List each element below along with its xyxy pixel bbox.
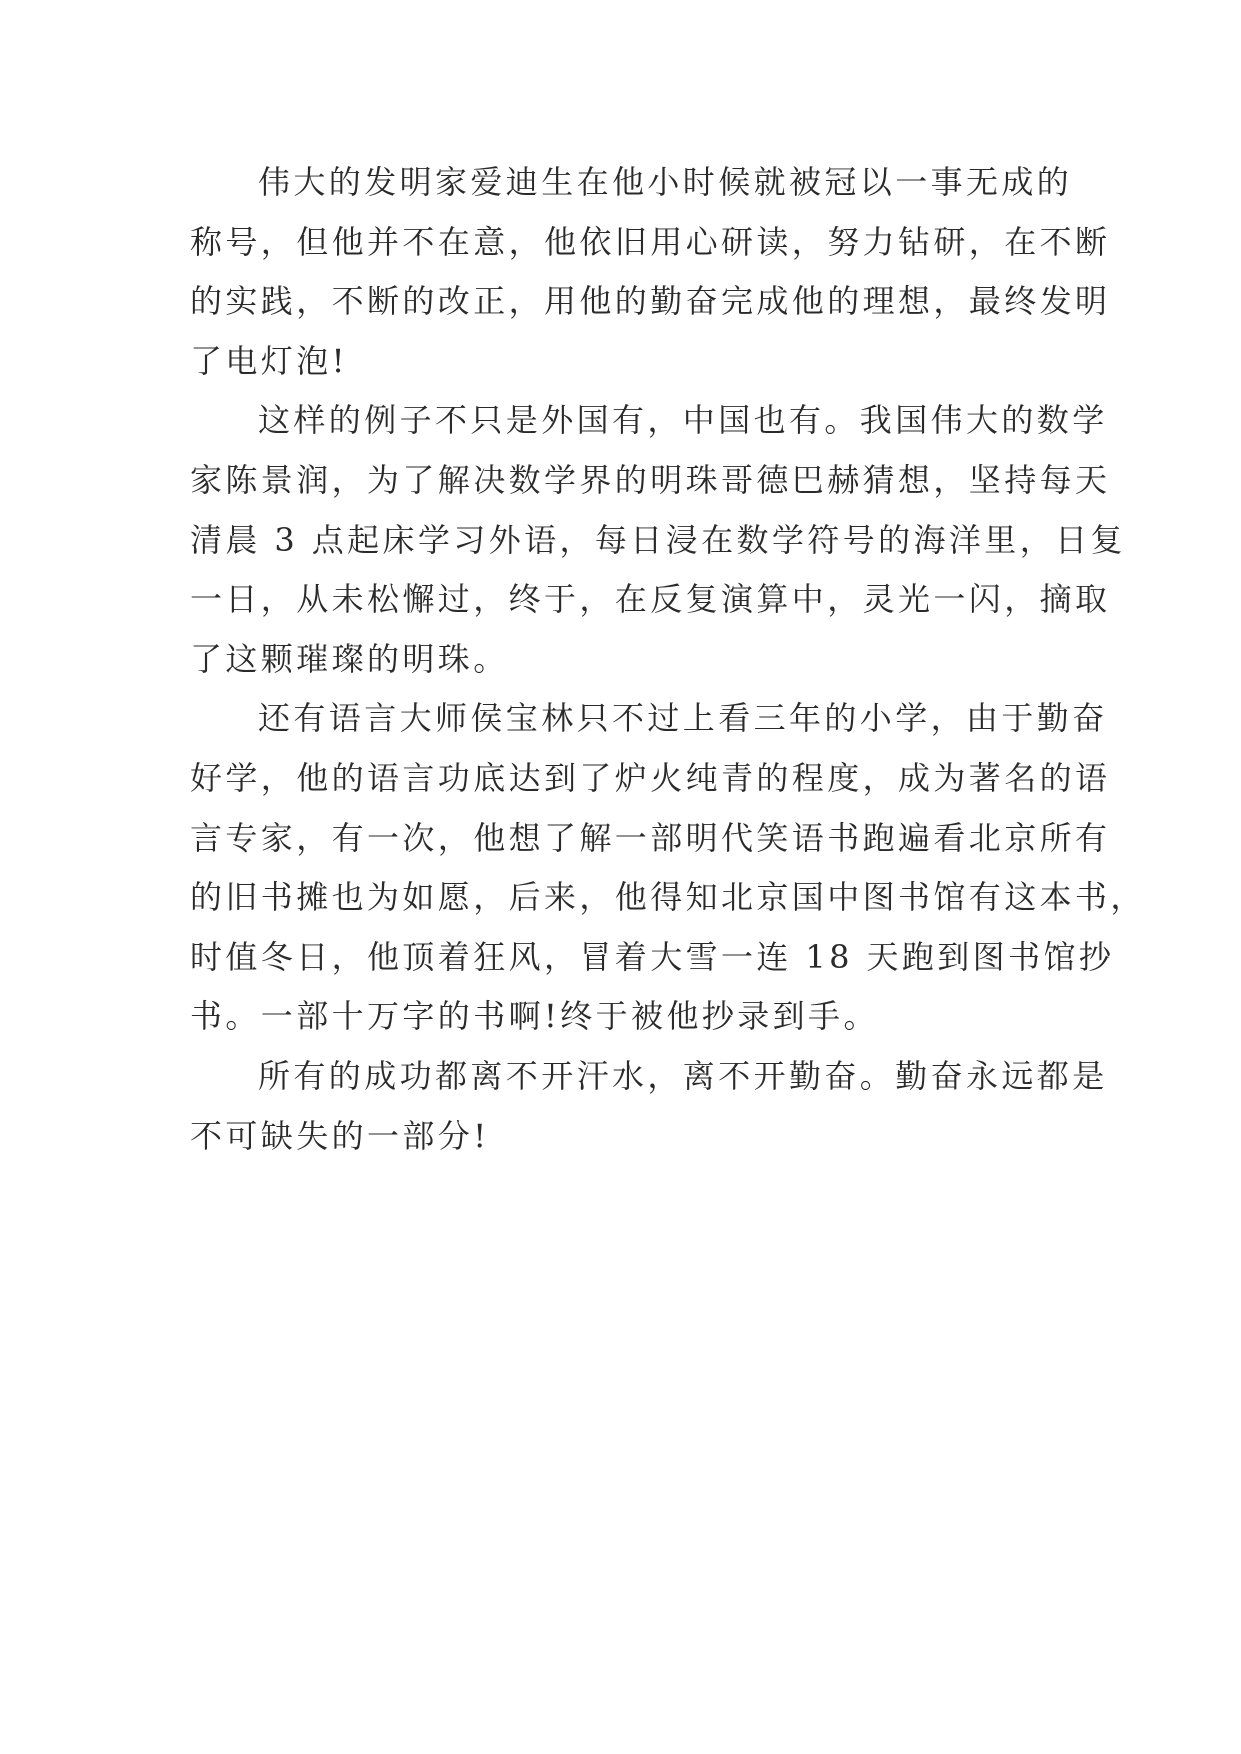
paragraph-line: 的旧书摊也为如愿，后来，他得知北京国中图书馆有这本书， xyxy=(190,878,1146,917)
paragraph-line: 言专家，有一次，他想了解一部明代笑语书跑遍看北京所有 xyxy=(190,818,1111,857)
paragraph-line: 还有语言大师侯宝林只不过上看三年的小学，由于勤奋 xyxy=(258,699,1108,738)
paragraph-line: 伟大的发明家爱迪生在他小时候就被冠以一事无成的 xyxy=(258,163,1073,201)
paragraph-line: 了电灯泡! xyxy=(190,341,348,380)
paragraph-line: 所有的成功都离不开汗水，离不开勤奋。勤奋永远都是 xyxy=(258,1056,1108,1095)
paragraph-line: 不可缺失的一部分! xyxy=(190,1116,490,1155)
paragraph-line: 称号，但他并不在意，他依旧用心研读，努力钻研，在不断 xyxy=(190,222,1111,261)
paragraph-line: 家陈景润，为了解决数学界的明珠哥德巴赫猜想，坚持每天 xyxy=(190,460,1111,499)
document-body xyxy=(190,153,1146,1166)
paragraph-edison xyxy=(190,153,1111,391)
paragraph-conclusion xyxy=(190,1047,1108,1166)
paragraph-line: 的实践，不断的改正，用他的勤奋完成他的理想，最终发明 xyxy=(190,282,1111,321)
paragraph-hou-baolin xyxy=(190,689,1146,1047)
paragraph-line: 好学，他的语言功底达到了炉火纯青的程度，成为著名的语 xyxy=(190,758,1111,797)
paragraph-line: 一日，从未松懈过，终于，在反复演算中，灵光一闪，摘取 xyxy=(190,580,1111,619)
paragraph-line: 清晨 3 点起床学习外语，每日浸在数学符号的海洋里，日复 xyxy=(190,520,1126,559)
paragraph-line: 时值冬日，他顶着狂风，冒着大雪一连 18 天跑到图书馆抄 xyxy=(190,937,1115,976)
paragraph-line: 书。一部十万字的书啊!终于被他抄录到手。 xyxy=(190,997,879,1036)
paragraph-line: 了这颗璀璨的明珠。 xyxy=(190,639,509,678)
paragraph-line: 这样的例子不只是外国有，中国也有。我国伟大的数学 xyxy=(258,401,1108,440)
paragraph-chen-jingrun xyxy=(190,391,1126,689)
